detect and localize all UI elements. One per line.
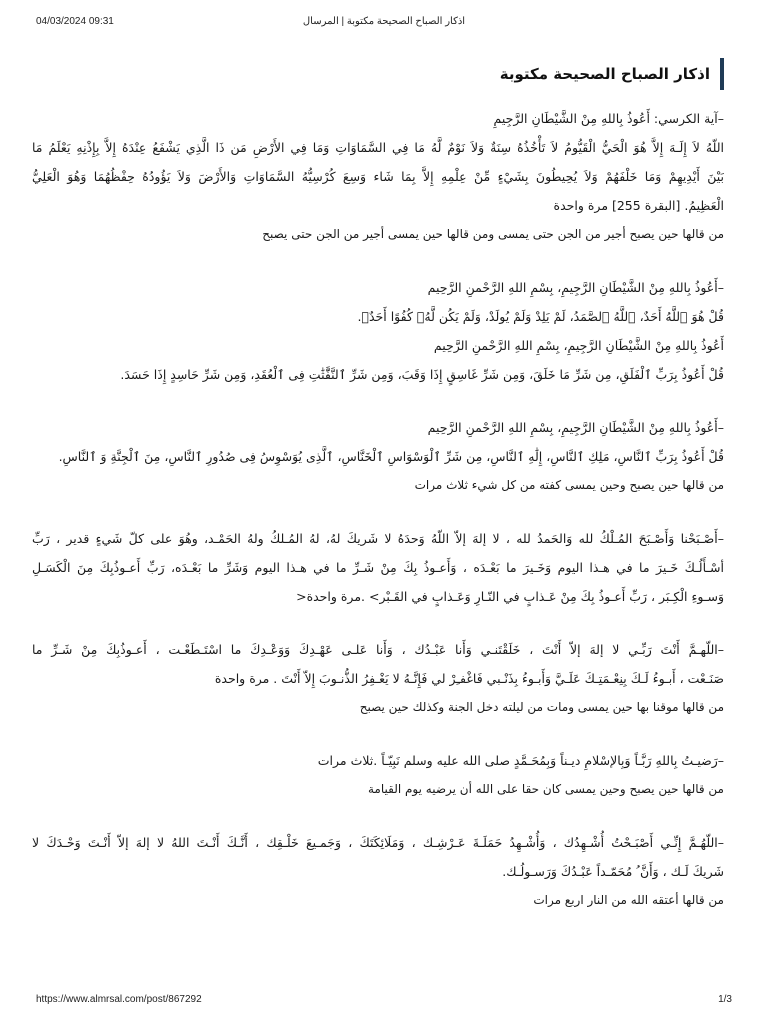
article-heading: اذكار الصباح الصحيحة مكتوبة <box>32 58 724 90</box>
verse-line: صَنَـعْت ، أَبـوءُ لَـكَ بِنِعْـمَتِـكَ عَلَـيَّ وَأَبـوءُ بِذَنْـبي فَاغْفـِرْ لي فَإِنَّـهُ لا يَغْـفِرُ الذُّنـوبَ إِلاّ أَنْتَ . مرة واحدة <box>214 671 724 686</box>
verse-line: –أَصْـبَحْنا وَأَصْـبَحَ المُـلْكُ لله وَالحَمدُ لله ، لا إلهَ إلاّ اللّهُ وَحدَهُ لا شَريكَ لهُ، لهُ المُـلكُ ولهُ الحَمْـد، وهُوَ على كلّ شَيءٍ قدير ، رَبِّ <box>32 531 724 546</box>
dhikr-block-asbahna <box>32 524 724 611</box>
verse-line: –أَعُوذُ بِاللهِ مِنْ الشَّيْطَانِ الرَّجِيمِ، بِسْمِ اللهِ الرَّحْمنِ الرَّحِيم <box>427 280 724 295</box>
print-datetime: 04/03/2024 09:31 <box>36 16 114 27</box>
print-url: https://www.almrsal.com/post/867292 <box>36 994 202 1005</box>
dhikr-block-ikhlas-falaq <box>32 273 724 389</box>
verse-line: اللّهُ لاَ إِلَـهَ إِلاَّ هُوَ الْحَيُّ الْقَيُّومُ لاَ تَأْخُذُهُ سِنَةٌ وَلاَ نَوْمٌ لَّهُ مَا فِي السَّمَاوَاتِ وَمَا فِي الأَرْضِ مَن ذَا الَّذِي يَشْفَعُ عِنْدَهُ إِلاَّ بِإِذْنِهِ يَعْلَمُ مَا <box>32 140 724 155</box>
verse-line: قُلْ أَعُوذُ بِرَبِّ ٱلْفَلَقِ، مِن شَرِّ مَا خَلَقَ، وَمِن شَرِّ غَاسِقٍ إِذَا وَقَبَ، وَمِن شَرِّ ٱلنَّفَّٰثَٰتِ فِى ٱلْعُقَدِ، وَمِن شَرِّ حَاسِدٍ إِذَا حَسَدَ. <box>120 367 724 382</box>
dhikr-block-sayyid-al-istighfar <box>32 635 724 722</box>
verse-line: قُلْ هُوَ ٱللَّهُ أَحَدٌ، ٱللَّهُ ٱلصَّمَدُ، لَمْ يَلِدْ وَلَمْ يُولَدْ، وَلَمْ يَكُن لَّهُۥ كُفُوًا أَحَدٌۢ. <box>357 309 724 324</box>
verse-line: –اللّهـمَّ أَنْتَ رَبِّـي لا إلهَ إلاّ أَنْتَ ، خَلَقْتَنـي وَأَنا عَبْـدُك ، وَأَنا عَلـى عَهْـدِكَ وَوَعْـدِكَ ما اسْتَـطَعْـت ، أَعـوذُبِكَ مِنْ شَـرِّ ما <box>32 642 724 657</box>
verse-line: –اللّهُـمَّ إِنِّـي أَصْبَـحْتُ أُشْـهِدُك ، وَأُشْـهِدُ حَمَلَـةَ عَـرْشِـك ، وَمَلَائِكَتَكَ ، وَجَمـيعَ خَلْـقِك ، أَنَّـكَ أَنْـتَ اللهُ لا إلهَ إلاّ أَنْـتَ وَحْـدَكَ لا <box>32 835 724 850</box>
verse-line: الْعَظِيمُ. [البقرة 255] مرة واحدة <box>553 198 724 213</box>
verse-line: بَيْنَ أَيْدِيهِمْ وَمَا خَلْفَهُمْ وَلاَ يُحِيطُونَ بِشَيْءٍ مِّنْ عِلْمِهِ إِلاَّ بِمَا شَاء وَسِعَ كُرْسِيُّهُ السَّمَاوَاتِ وَالأَرْضَ وَلاَ يَؤُودُهُ حِفْظُهُمَا وَهُوَ الْعَلِيُّ <box>32 169 724 184</box>
dhikr-block-ayat-al-kursi <box>32 104 724 249</box>
dhikr-block-nas <box>32 413 724 500</box>
print-page-number: 1/3 <box>718 994 732 1005</box>
verse-line: وَسـوءِ الْكِـبَر ، رَبِّ أَعـوذُ بِكَ مِنْ عَـذابٍ في النّـارِ وَعَـذابٍ في القَـبْر> .مرة واحدة< <box>296 589 724 604</box>
virtue-note: من قالها أعتقه الله من النار اربع مرات <box>533 893 724 907</box>
virtue-note: من قالها حين يصبح وحين يمسى كفته من كل شيء ثلاث مرات <box>414 478 724 492</box>
verse-line: –أَعُوذُ بِاللهِ مِنْ الشَّيْطَانِ الرَّجِيمِ، بِسْمِ اللهِ الرَّحْمنِ الرَّحِيم <box>427 420 724 435</box>
article <box>32 58 724 939</box>
verse-line: –آية الكرسي: أَعُوذُ بِاللهِ مِنْ الشَّيْطَانِ الرَّجِيمِ <box>493 111 724 126</box>
print-footer <box>0 994 768 1008</box>
print-page-title: اذكار الصباح الصحيحة مكتوبة | المرسال <box>302 16 466 27</box>
virtue-note: من قالها موقنا بها حين يمسى ومات من ليلته دخل الجنة وكذلك حين يصبح <box>359 700 724 714</box>
verse-line: شَريكَ لَـك ، وَأَنَّ ُ مُحَمّـداً عَبْـدُكَ وَرَسـولُـك. <box>502 864 724 879</box>
verse-line: أسْـأَلُـكَ خَـيرَ ما في هـذا اليوم وَخَـيرَ ما بَعْـدَه ، وَأَعـوذُ بِكَ مِنْ شَـرِّ ما في هـذا اليوم وَشَرِّ ما بَعْـدَه، رَبِّ أَعـوذُبِكَ مِنَ الْكَسَـلِ <box>32 560 724 575</box>
print-header <box>0 16 768 30</box>
verse-line: –رَضيـتُ بِاللهِ رَبَّـاً وَبِالإسْلامِ ديـناً وَبِمُحَـمَّدٍ صلى الله عليه وسلم نَبِيّـاً .ثلاث مرات <box>317 753 724 768</box>
verse-line: أَعُوذُ بِاللهِ مِنْ الشَّيْطَانِ الرَّجِيمِ، بِسْمِ اللهِ الرَّحْمنِ الرَّحِيم <box>433 338 724 353</box>
virtue-note: من قالها حين يصبح أجير من الجن حتى يمسى ومن قالها حين يمسى أجير من الجن حتى يصبح <box>262 227 724 241</box>
dhikr-block-raditu <box>32 746 724 804</box>
dhikr-block-ushhiduk <box>32 828 724 915</box>
verse-line: قُلْ أَعُوذُ بِرَبِّ ٱلنَّاسِ، مَلِكِ ٱلنَّاسِ، إِلَٰهِ ٱلنَّاسِ، مِن شَرِّ ٱلْوَسْوَاسِ ٱلْخَنَّاسِ، ٱلَّذِى يُوَسْوِسُ فِى صُدُورِ ٱلنَّاسِ، مِنَ ٱلْجِنَّةِ وَ ٱلنَّاسِ. <box>58 449 724 464</box>
virtue-note: من قالها حين يصبح وحين يمسى كان حقا على الله أن يرضيه يوم القيامة <box>367 782 724 796</box>
